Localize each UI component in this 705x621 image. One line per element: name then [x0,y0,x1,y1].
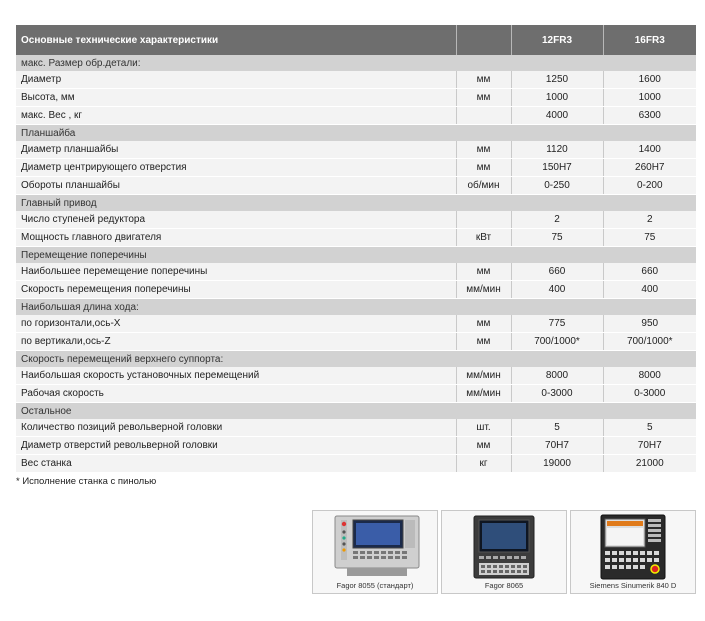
value-12fr3: 150H7 [511,159,603,177]
value-16fr3: 2 [603,211,696,229]
row-label: Диаметр [16,71,456,89]
row-unit: мм [456,333,511,351]
value-12fr3: 1000 [511,89,603,107]
value-16fr3: 5 [603,419,696,437]
section-row [16,55,696,71]
row-label: Обороты планшайбы [16,177,456,195]
table-row [16,333,696,351]
row-label: по горизонтали,ось-X [16,315,456,333]
table-row [16,367,696,385]
control-caption: Fagor 8055 (стандарт) [336,581,414,590]
cnc-panel-siemens-840d-icon [575,514,691,580]
row-unit: мм [456,89,511,107]
row-label: Наибольшее перемещение поперечины [16,263,456,281]
value-12fr3: 0-3000 [511,385,603,403]
value-16fr3: 1400 [603,141,696,159]
row-unit: кг [456,455,511,473]
section-row [16,247,696,264]
section-row [16,125,696,142]
row-label: Высота, мм [16,89,456,107]
value-12fr3: 1120 [511,141,603,159]
row-unit: мм [456,263,511,281]
value-16fr3: 260H7 [603,159,696,177]
footnote: * Исполнение станка с пинолью [16,476,157,487]
section-row [16,351,696,368]
row-unit: об/мин [456,177,511,195]
cnc-control-options [312,510,696,594]
table-row [16,211,696,229]
table-row [16,281,696,299]
value-12fr3: 660 [511,263,603,281]
value-16fr3: 21000 [603,455,696,473]
value-12fr3: 75 [511,229,603,247]
row-unit: шт. [456,419,511,437]
section-label: Скорость перемещений верхнего суппорта: [16,351,696,368]
table-row [16,229,696,247]
table-row [16,107,696,125]
row-label: Диаметр отверстий револьверной головки [16,437,456,455]
table-row [16,315,696,333]
row-unit: мм/мин [456,385,511,403]
row-label: Рабочая скорость [16,385,456,403]
value-16fr3: 1600 [603,71,696,89]
section-label: Перемещение поперечины [16,247,696,264]
row-label: Мощность главного двигателя [16,229,456,247]
cnc-panel-fagor-8065-icon [446,514,562,580]
row-unit [456,211,511,229]
control-caption: Siemens Sinumerik 840 D [589,581,677,590]
section-row [16,403,696,420]
table-row [16,419,696,437]
value-12fr3: 4000 [511,107,603,125]
value-16fr3: 8000 [603,367,696,385]
section-row [16,195,696,212]
row-unit: мм [456,315,511,333]
value-16fr3: 1000 [603,89,696,107]
row-label: по вертикали,ось-Z [16,333,456,351]
section-label: Остальное [16,403,696,420]
value-16fr3: 0-200 [603,177,696,195]
spec-table-body [16,55,696,473]
section-row [16,299,696,316]
control-card-siemens-840d[interactable] [570,510,696,594]
value-16fr3: 75 [603,229,696,247]
value-12fr3: 2 [511,211,603,229]
section-label: Наибольшая длина хода: [16,299,696,316]
spec-table [16,25,696,473]
row-unit: мм/мин [456,281,511,299]
row-unit: мм [456,141,511,159]
row-label: макс. Вес , кг [16,107,456,125]
value-16fr3: 400 [603,281,696,299]
table-row [16,141,696,159]
spec-table-header [16,25,696,55]
row-label: Диаметр планшайбы [16,141,456,159]
value-12fr3: 70H7 [511,437,603,455]
row-unit: мм [456,159,511,177]
value-12fr3: 5 [511,419,603,437]
row-unit: кВт [456,229,511,247]
section-label: макс. Размер обр.детали: [16,55,696,71]
control-card-fagor-8065[interactable] [441,510,567,594]
cnc-panel-fagor-8055-icon [317,514,433,580]
control-caption: Fagor 8065 [484,581,524,590]
value-12fr3: 0-250 [511,177,603,195]
header-unit [456,25,511,55]
row-label: Количество позиций револьверной головки [16,419,456,437]
header-title: Основные технические характеристики [16,25,456,55]
table-row [16,455,696,473]
table-row [16,263,696,281]
value-12fr3: 775 [511,315,603,333]
header-model-12fr3: 12FR3 [511,25,603,55]
row-unit: мм [456,437,511,455]
row-unit [456,107,511,125]
row-unit: мм/мин [456,367,511,385]
table-row [16,71,696,89]
value-16fr3: 660 [603,263,696,281]
value-12fr3: 400 [511,281,603,299]
row-label: Число ступеней редуктора [16,211,456,229]
row-label: Скорость перемещения поперечины [16,281,456,299]
value-16fr3: 700/1000* [603,333,696,351]
row-label: Диаметр центрирующего отверстия [16,159,456,177]
control-card-fagor-8055[interactable] [312,510,438,594]
table-row [16,159,696,177]
value-16fr3: 6300 [603,107,696,125]
value-12fr3: 1250 [511,71,603,89]
row-label: Вес станка [16,455,456,473]
value-12fr3: 8000 [511,367,603,385]
value-12fr3: 19000 [511,455,603,473]
row-unit: мм [456,71,511,89]
table-row [16,89,696,107]
section-label: Главный привод [16,195,696,212]
row-label: Наибольшая скорость установочных перемещений [16,367,456,385]
value-16fr3: 950 [603,315,696,333]
value-16fr3: 0-3000 [603,385,696,403]
section-label: Планшайба [16,125,696,142]
value-16fr3: 70H7 [603,437,696,455]
table-row [16,437,696,455]
value-12fr3: 700/1000* [511,333,603,351]
table-row [16,177,696,195]
header-model-16fr3: 16FR3 [603,25,696,55]
table-row [16,385,696,403]
